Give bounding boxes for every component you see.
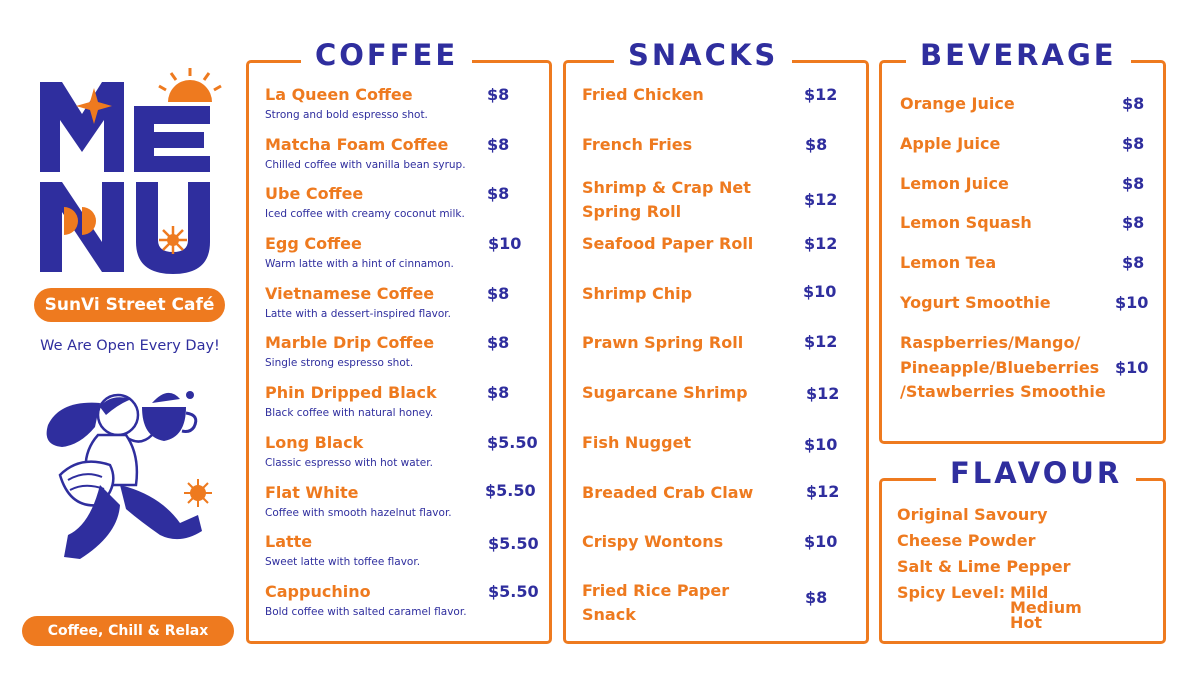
item-name: Egg Coffee bbox=[265, 234, 362, 253]
item-price: $10 bbox=[804, 532, 838, 551]
flavour-item: Salt & Lime Pepper bbox=[897, 557, 1071, 576]
item-price: $8 bbox=[487, 85, 510, 104]
item-price: $8 bbox=[1122, 94, 1145, 113]
left-column bbox=[0, 0, 245, 675]
item-name: Shrimp Chip bbox=[582, 284, 693, 303]
item-description: Bold coffee with salted caramel flavor. bbox=[265, 606, 467, 618]
item-name: Seafood Paper Roll bbox=[582, 234, 754, 253]
item-name: Breaded Crab Claw bbox=[582, 483, 754, 502]
item-price: $8 bbox=[1122, 213, 1145, 232]
item-name: Phin Dripped Black bbox=[265, 383, 437, 402]
item-description: Strong and bold espresso shot. bbox=[265, 109, 428, 121]
item-name: Apple Juice bbox=[900, 134, 1001, 153]
item-name: Crispy Wontons bbox=[582, 532, 724, 551]
item-price: $8 bbox=[805, 135, 828, 154]
item-price: $8 bbox=[1122, 174, 1145, 193]
item-name-line2: Snack bbox=[582, 605, 636, 624]
item-name: Flat White bbox=[265, 483, 359, 502]
item-description: Single strong espresso shot. bbox=[265, 357, 414, 369]
item-name-line2: Spring Roll bbox=[582, 202, 682, 221]
item-name-line2: Pineapple/Blueberries bbox=[900, 358, 1100, 377]
beverage-title: BEVERAGE bbox=[906, 35, 1131, 75]
letter-e bbox=[134, 106, 210, 172]
item-price: $8 bbox=[1122, 134, 1145, 153]
item-name: Raspberries/Mango/ bbox=[900, 333, 1081, 352]
item-name: Ube Coffee bbox=[265, 184, 364, 203]
item-price: $12 bbox=[804, 332, 838, 351]
brand-badge: SunVi Street Café bbox=[34, 288, 225, 322]
item-price: $8 bbox=[487, 184, 510, 203]
item-price: $8 bbox=[1122, 253, 1145, 272]
sun-accent-icon bbox=[184, 479, 212, 507]
letter-m bbox=[40, 82, 124, 172]
item-name: Matcha Foam Coffee bbox=[265, 135, 449, 154]
item-name: Lemon Juice bbox=[900, 174, 1009, 193]
item-price: $5.50 bbox=[485, 481, 536, 500]
spicy-level-option: Medium bbox=[1010, 598, 1082, 617]
item-name: Prawn Spring Roll bbox=[582, 333, 744, 352]
spicy-level-option: Mild bbox=[1010, 583, 1049, 602]
tagline-badge: Coffee, Chill & Relax bbox=[22, 616, 234, 646]
item-description: Latte with a dessert-inspired flavor. bbox=[265, 308, 452, 320]
item-price: $12 bbox=[804, 234, 838, 253]
item-description: Iced coffee with creamy coconut milk. bbox=[265, 208, 465, 220]
item-name: Vietnamese Coffee bbox=[265, 284, 435, 303]
item-price: $8 bbox=[487, 135, 510, 154]
item-price: $5.50 bbox=[488, 582, 539, 601]
item-name: Fried Rice Paper bbox=[582, 581, 730, 600]
item-name: Shrimp & Crap Net bbox=[582, 178, 751, 197]
item-price: $8 bbox=[487, 333, 510, 352]
item-description: Classic espresso with hot water. bbox=[265, 457, 433, 469]
item-name: Lemon Tea bbox=[900, 253, 997, 272]
item-price: $5.50 bbox=[488, 534, 539, 553]
item-name: Long Black bbox=[265, 433, 364, 452]
item-price: $12 bbox=[806, 384, 840, 403]
flavour-item: Cheese Powder bbox=[897, 531, 1036, 550]
item-name: Sugarcane Shrimp bbox=[582, 383, 748, 402]
item-price: $10 bbox=[1115, 293, 1149, 312]
sun-icon bbox=[159, 68, 221, 102]
item-price: $8 bbox=[487, 383, 510, 402]
item-name: Cappuchino bbox=[265, 582, 371, 601]
item-name: Orange Juice bbox=[900, 94, 1015, 113]
item-price: $10 bbox=[804, 435, 838, 454]
spicy-level-option: Hot bbox=[1010, 613, 1043, 632]
item-price: $12 bbox=[806, 482, 840, 501]
item-name: Lemon Squash bbox=[900, 213, 1032, 232]
item-name: Fish Nugget bbox=[582, 433, 692, 452]
item-price: $8 bbox=[487, 284, 510, 303]
item-name: Fried Chicken bbox=[582, 85, 704, 104]
beverage-panel bbox=[879, 38, 1166, 444]
item-name: La Queen Coffee bbox=[265, 85, 413, 104]
item-price: $10 bbox=[1115, 358, 1149, 377]
item-price: $10 bbox=[488, 234, 522, 253]
flavour-item: Original Savoury bbox=[897, 505, 1048, 524]
coffee-panel bbox=[246, 38, 552, 644]
item-description: Warm latte with a hint of cinnamon. bbox=[265, 258, 454, 270]
coffee-title: COFFEE bbox=[301, 35, 472, 75]
item-name-line3: /Stawberries Smoothie bbox=[900, 382, 1106, 401]
menu-logo bbox=[40, 62, 230, 282]
snacks-title: SNACKS bbox=[614, 35, 792, 75]
item-description: Black coffee with natural honey. bbox=[265, 407, 434, 419]
item-name: Marble Drip Coffee bbox=[265, 333, 435, 352]
item-price: $8 bbox=[805, 588, 828, 607]
starburst-icon bbox=[159, 226, 187, 254]
flavour-panel bbox=[879, 456, 1166, 644]
spicy-level-label: Spicy Level: bbox=[897, 583, 1006, 602]
item-price: $5.50 bbox=[487, 433, 538, 452]
item-price: $12 bbox=[804, 190, 838, 209]
item-name: Yogurt Smoothie bbox=[900, 293, 1051, 312]
item-price: $10 bbox=[803, 282, 837, 301]
item-name: Latte bbox=[265, 532, 313, 551]
opening-hours-text: We Are Open Every Day! bbox=[40, 338, 220, 354]
item-price: $12 bbox=[804, 85, 838, 104]
item-description: Chilled coffee with vanilla bean syrup. bbox=[265, 159, 466, 171]
barista-illustration bbox=[40, 385, 230, 575]
snacks-panel bbox=[563, 38, 869, 644]
flavour-title: FLAVOUR bbox=[936, 453, 1136, 493]
item-description: Sweet latte with toffee flavor. bbox=[265, 556, 421, 568]
item-description: Coffee with smooth hazelnut flavor. bbox=[265, 507, 452, 519]
item-name: French Fries bbox=[582, 135, 693, 154]
